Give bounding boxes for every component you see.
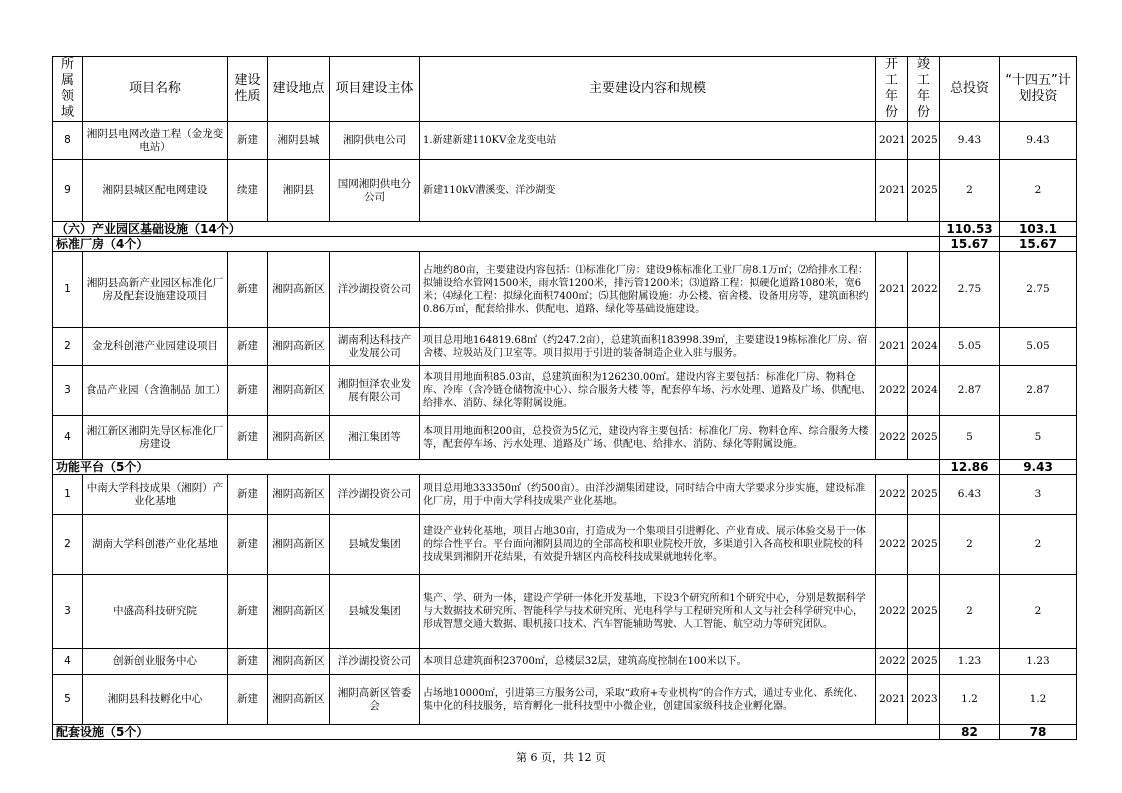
construction-nature: 新建 — [228, 649, 268, 675]
total-investment: 9.43 — [940, 122, 1000, 160]
header-row — [53, 57, 1077, 122]
project-name: 中盛高科技研究院 — [83, 575, 228, 649]
end-year: 2024 — [908, 366, 940, 416]
construction-content: 新建110kV漕溪变、洋沙湖变 — [420, 160, 876, 222]
project-name: 金龙科创港产业园建设项目 — [83, 328, 228, 366]
row-number: 8 — [53, 122, 83, 160]
header-project-name: 项目名称 — [83, 57, 228, 122]
project-name: 湘阴县科技孵化中心 — [83, 675, 228, 725]
section-label: 功能平台（5个） — [53, 460, 940, 475]
table-row — [53, 575, 1077, 649]
total-investment: 1.23 — [940, 649, 1000, 675]
project-owner: 国网湘阴供电分公司 — [330, 160, 420, 222]
construction-content: 集产、学、研为一体，建设产学研一体化开发基地，下设3个研究所和1个研究中心，分别是数据科学与大数据技术研究所、智能科学与技术研究所、光电科学与工程研究所和人文与社会科学研究中心，形成智慧交通大数据、眼机接口技术、汽车智能辅助驾驶、人工智能、航空动力等研究团队。 — [420, 575, 876, 649]
project-name: 湘阴县电网改造工程（金龙变电站） — [83, 122, 228, 160]
row-number: 3 — [53, 575, 83, 649]
table-row — [53, 252, 1077, 328]
section-row — [53, 237, 1077, 252]
section-total: 82 — [940, 725, 1000, 740]
construction-content: 占场地10000㎡，引进第三方服务公司，采取“政府+专业机构”的合作方式，通过专业化、系统化、集中化的科技服务，培育孵化一批科技型中小微企业，创建国家级科技企业孵化器。 — [420, 675, 876, 725]
plan-investment: 5.05 — [1000, 328, 1077, 366]
start-year: 2022 — [876, 575, 908, 649]
construction-place: 湘阴高新区 — [268, 675, 330, 725]
construction-place: 湘阴高新区 — [268, 328, 330, 366]
section-row — [53, 460, 1077, 475]
end-year: 2025 — [908, 416, 940, 460]
plan-investment: 1.2 — [1000, 675, 1077, 725]
header-domain: 所属领域 — [53, 57, 83, 122]
construction-place: 湘阴高新区 — [268, 416, 330, 460]
project-owner: 湘阴高新区管委会 — [330, 675, 420, 725]
end-year: 2025 — [908, 575, 940, 649]
project-name: 湘阴县城区配电网建设 — [83, 160, 228, 222]
construction-place: 湘阴高新区 — [268, 575, 330, 649]
row-number: 2 — [53, 328, 83, 366]
project-name: 湘阴县高新产业园区标准化厂房及配套设施建设项目 — [83, 252, 228, 328]
construction-nature: 新建 — [228, 366, 268, 416]
construction-place: 湘阴高新区 — [268, 366, 330, 416]
plan-investment: 2.87 — [1000, 366, 1077, 416]
plan-investment: 2 — [1000, 575, 1077, 649]
construction-content: 本项目总建筑面积23700㎡，总楼层32层，建筑高度控制在100米以下。 — [420, 649, 876, 675]
header-owner: 项目建设主体 — [330, 57, 420, 122]
plan-investment: 2 — [1000, 160, 1077, 222]
start-year: 2022 — [876, 649, 908, 675]
table-row — [53, 160, 1077, 222]
total-investment: 2.75 — [940, 252, 1000, 328]
table-row — [53, 416, 1077, 460]
table-row — [53, 328, 1077, 366]
header-end-year: 竣工年份 — [908, 57, 940, 122]
header-total: 总投资 — [940, 57, 1000, 122]
project-owner: 洋沙湖投资公司 — [330, 252, 420, 328]
project-owner: 洋沙湖投资公司 — [330, 475, 420, 515]
section-total: 110.53 — [940, 222, 1000, 237]
construction-content: 项目总用地333350㎡（约500亩）。由洋沙湖集团建设，同时结合中南大学要求分步实施，建设标准化厂房，用于中南大学科技成果产业化基地。 — [420, 475, 876, 515]
construction-nature: 新建 — [228, 252, 268, 328]
project-name: 湘江新区湘阴先导区标准化厂房建设 — [83, 416, 228, 460]
total-investment: 2 — [940, 160, 1000, 222]
project-name: 创新创业服务中心 — [83, 649, 228, 675]
project-owner: 湖南利达科技产业发展公司 — [330, 328, 420, 366]
table-row — [53, 675, 1077, 725]
construction-nature: 新建 — [228, 475, 268, 515]
construction-content: 项目总用地164819.68㎡（约247.2亩），总建筑面积183998.39㎡，主要建设19栋标准化厂房、宿舍楼、垃圾站及门卫室等。项目拟用于引进的装备制造企业入驻与服务。 — [420, 328, 876, 366]
total-investment: 1.2 — [940, 675, 1000, 725]
construction-place: 湘阴高新区 — [268, 515, 330, 575]
construction-content: 1.新建新建110KV金龙变电站 — [420, 122, 876, 160]
end-year: 2025 — [908, 515, 940, 575]
construction-place: 湘阴高新区 — [268, 649, 330, 675]
table-row — [53, 122, 1077, 160]
table-row — [53, 515, 1077, 575]
construction-nature: 新建 — [228, 575, 268, 649]
project-name: 中南大学科技成果（湘阴）产业化基地 — [83, 475, 228, 515]
project-name: 食品产业园（含渔制品 加工） — [83, 366, 228, 416]
section-plan: 78 — [1000, 725, 1077, 740]
construction-content: 本项目用地面积85.03亩，总建筑面积为126230.00㎡。建设内容主要包括：标准化厂房、物料仓库、冷库（含冷链仓储物流中心）、综合服务大楼 等，配套停车场、污水处理、道路及广场、供配电、给排水、消防、绿化等附属设施。 — [420, 366, 876, 416]
start-year: 2021 — [876, 122, 908, 160]
header-start-year: 开工年份 — [876, 57, 908, 122]
plan-investment: 3 — [1000, 475, 1077, 515]
construction-nature: 新建 — [228, 122, 268, 160]
start-year: 2022 — [876, 515, 908, 575]
start-year: 2022 — [876, 416, 908, 460]
section-label: 标准厂房（4个） — [53, 237, 940, 252]
end-year: 2024 — [908, 328, 940, 366]
total-investment: 6.43 — [940, 475, 1000, 515]
plan-investment: 2 — [1000, 515, 1077, 575]
construction-nature: 新建 — [228, 675, 268, 725]
row-number: 5 — [53, 675, 83, 725]
section-row — [53, 222, 1077, 237]
total-investment: 2 — [940, 575, 1000, 649]
section-plan: 103.1 — [1000, 222, 1077, 237]
section-label: 配套设施（5个） — [53, 725, 940, 740]
table-row — [53, 649, 1077, 675]
project-name: 湖南大学科创港产业化基地 — [83, 515, 228, 575]
project-owner: 湘阴恒泽农业发展有限公司 — [330, 366, 420, 416]
project-owner: 洋沙湖投资公司 — [330, 649, 420, 675]
section-total: 12.86 — [940, 460, 1000, 475]
row-number: 2 — [53, 515, 83, 575]
table-row — [53, 366, 1077, 416]
construction-nature: 新建 — [228, 328, 268, 366]
section-plan: 15.67 — [1000, 237, 1077, 252]
start-year: 2022 — [876, 366, 908, 416]
total-investment: 5.05 — [940, 328, 1000, 366]
construction-place: 湘阴高新区 — [268, 475, 330, 515]
end-year: 2023 — [908, 675, 940, 725]
start-year: 2021 — [876, 252, 908, 328]
end-year: 2025 — [908, 122, 940, 160]
end-year: 2025 — [908, 475, 940, 515]
project-owner: 湘江集团等 — [330, 416, 420, 460]
row-number: 1 — [53, 475, 83, 515]
project-owner: 湘阴供电公司 — [330, 122, 420, 160]
project-owner: 县城发集团 — [330, 515, 420, 575]
section-row — [53, 725, 1077, 740]
construction-content: 本项目用地面积200亩，总投资为5亿元，建设内容主要包括：标准化厂房、物料仓库、综合服务大楼 等，配套停车场、污水处理、道路及广场、供配电、给排水、消防、绿化等附属设施。 — [420, 416, 876, 460]
table-body — [53, 122, 1077, 740]
header-content: 主要建设内容和规模 — [420, 57, 876, 122]
start-year: 2021 — [876, 328, 908, 366]
construction-content: 建设产业转化基地，项目占地30亩，打造成为一个集项目引进孵化、产业育成、展示体验交易于一体的综合性平台。平台面向湘阴县周边的全部高校和职业院校开放，多渠道引入各高校和职业院校的科技成果到湘阴开花结果，有效提升辖区内高校科技成果就地转化率。 — [420, 515, 876, 575]
total-investment: 2.87 — [940, 366, 1000, 416]
end-year: 2022 — [908, 252, 940, 328]
end-year: 2025 — [908, 160, 940, 222]
construction-place: 湘阴县 — [268, 160, 330, 222]
header-plan: “十四五”计划投资 — [1000, 57, 1077, 122]
row-number: 9 — [53, 160, 83, 222]
row-number: 4 — [53, 416, 83, 460]
construction-content: 占地约80亩，主要建设内容包括：⑴标准化厂房：建设9栋标准化工业厂房8.1万㎡；⑵给排水工程：拟铺设给水管网1500米，雨水管1200米，排污管1200米；⑶道路工程：拟硬化道路1080米，宽6米；⑷绿化工程：拟绿化面积7400㎡；⑸其他附属设施：办公楼、宿舍楼、设备用房等，建筑面积约0.86万㎡，配套给排水、供配电、道路、绿化等基础设施建设。 — [420, 252, 876, 328]
row-number: 4 — [53, 649, 83, 675]
start-year: 2021 — [876, 675, 908, 725]
section-label: （六）产业园区基础设施（14个） — [53, 222, 940, 237]
section-plan: 9.43 — [1000, 460, 1077, 475]
start-year: 2021 — [876, 160, 908, 222]
header-place: 建设地点 — [268, 57, 330, 122]
project-owner: 县城发集团 — [330, 575, 420, 649]
plan-investment: 2.75 — [1000, 252, 1077, 328]
end-year: 2025 — [908, 649, 940, 675]
construction-place: 湘阴高新区 — [268, 252, 330, 328]
table-row — [53, 475, 1077, 515]
page-footer: 第 6 页，共 12 页 — [516, 751, 606, 764]
construction-place: 湘阴县城 — [268, 122, 330, 160]
header-nature: 建设性质 — [228, 57, 268, 122]
row-number: 3 — [53, 366, 83, 416]
total-investment: 2 — [940, 515, 1000, 575]
start-year: 2022 — [876, 475, 908, 515]
row-number: 1 — [53, 252, 83, 328]
project-table — [52, 56, 1077, 740]
plan-investment: 1.23 — [1000, 649, 1077, 675]
construction-nature: 新建 — [228, 416, 268, 460]
plan-investment: 9.43 — [1000, 122, 1077, 160]
plan-investment: 5 — [1000, 416, 1077, 460]
section-total: 15.67 — [940, 237, 1000, 252]
construction-nature: 新建 — [228, 515, 268, 575]
total-investment: 5 — [940, 416, 1000, 460]
construction-nature: 续建 — [228, 160, 268, 222]
